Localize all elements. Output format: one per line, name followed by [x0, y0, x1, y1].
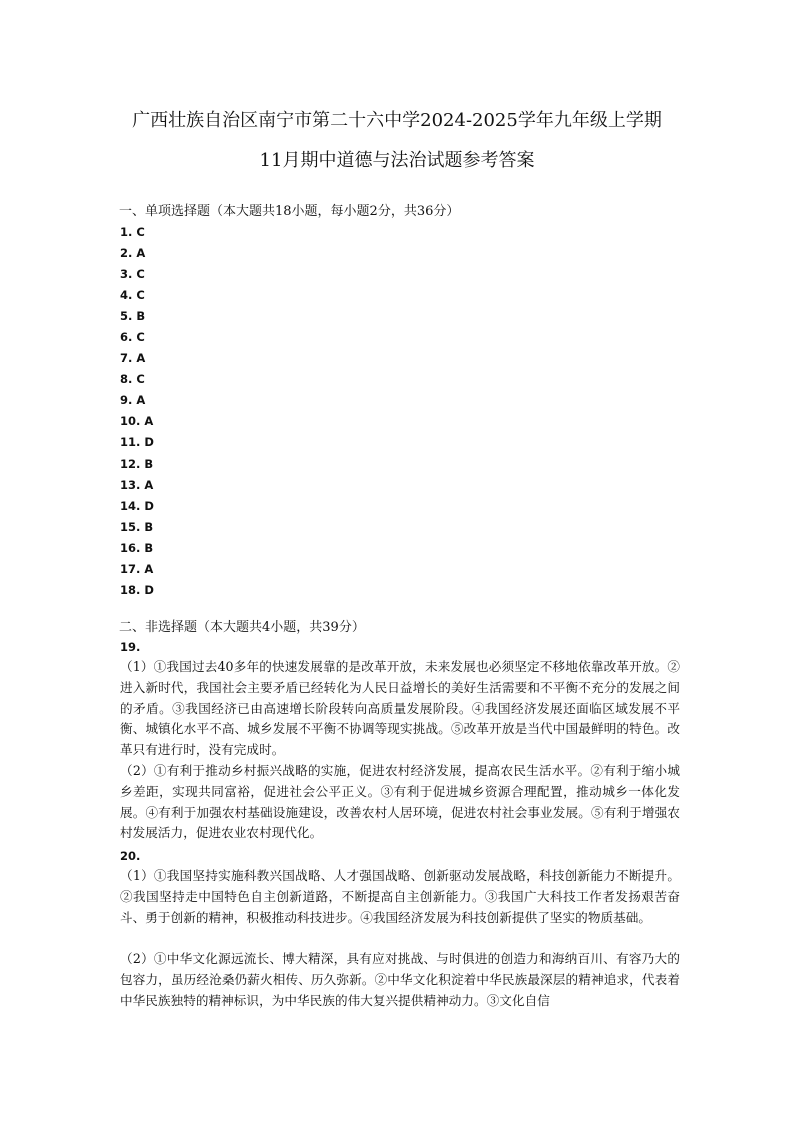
answer-item: 3. C: [120, 267, 145, 282]
answer-item: 1. C: [120, 225, 145, 239]
document-title-line-1: 广西壮族自治区南宁市第二十六中学2024-2025学年九年级上学期: [132, 110, 662, 131]
answer-item: 4. C: [120, 288, 145, 303]
question-20-part-1: （1）①我国坚持实施科教兴国战略、人才强国战略、创新驱动发展战略，科技创新能力不断提升。②我国坚持走中国特色自主创新道路，不断提高自主创新能力。③我国广大科技工作者发扬艰苦奋斗、勇于创新的精神，积极推动科技进步。④我国经济发展为科技创新提供了坚实的物质基础。: [120, 868, 680, 925]
answer-item: 12. B: [120, 456, 154, 471]
question-20-part-2: （2）①中华文化源远流长、博大精深，具有应对挑战、与时俱进的创造力和海纳百川、有容乃大的包容力，虽历经沧桑仍薪火相传、历久弥新。②中华文化积淀着中华民族最深层的精神追求，代表着中华民族独特的精神标识，为中华民族的伟大复兴提供精神动力。③文化自信: [120, 951, 680, 1008]
section-2-heading: 二、非选择题（本大题共4小题，共39分）: [119, 620, 365, 635]
choice-answer-list: [120, 222, 154, 601]
answer-item: 7. A: [120, 351, 146, 366]
answer-item: 17. A: [120, 561, 154, 576]
question-19-part-2: （2）①有利于推动乡村振兴战略的实施，促进农村经济发展，提高农民生活水平。②有利于缩小城乡差距，实现共同富裕，促进社会公平正义。③有利于促进城乡资源合理配置，推动城乡一体化发展。④有利于加强农村基础设施建设，改善农村人居环境，促进农村社会事业发展。⑤有利于增强农村发展活力，促进农业农村现代化。: [120, 763, 680, 841]
answer-item: 10. A: [120, 414, 154, 429]
answer-item: 11. D: [120, 435, 154, 450]
section-1-heading: 一、单项选择题（本大题共18小题，每小题2分，共36分）: [119, 204, 460, 219]
answer-item: 8. C: [120, 372, 145, 387]
answer-item: 18. D: [120, 582, 154, 597]
answer-item: 16. B: [120, 540, 154, 555]
question-19-part-1: （1）①我国过去40多年的快速发展靠的是改革开放，未来发展也必须坚定不移地依靠改革开放。②进入新时代，我国社会主要矛盾已经转化为人民日益增长的美好生活需要和不平衡不充分的发展之间的矛盾。③我国经济已由高速增长阶段转向高质量发展阶段。④我国经济发展还面临区域发展不平衡、城镇化水平不高、城乡发展不平衡不协调等现实挑战。⑤改革开放是当代中国最鲜明的特色。改革只有进行时，没有完成时。: [120, 659, 680, 758]
answer-item: 13. A: [120, 477, 154, 492]
answer-item: 2. A: [120, 246, 146, 261]
answer-item: 14. D: [120, 498, 154, 513]
document-title-line-2: 11月期中道德与法治试题参考答案: [259, 150, 535, 171]
answer-item: 15. B: [120, 519, 154, 534]
question-20-number: 20.: [120, 849, 141, 863]
answer-item: 5. B: [120, 309, 146, 324]
answer-item: 9. A: [120, 393, 146, 408]
question-19-number: 19.: [120, 640, 141, 654]
answer-item: 6. C: [120, 330, 145, 345]
